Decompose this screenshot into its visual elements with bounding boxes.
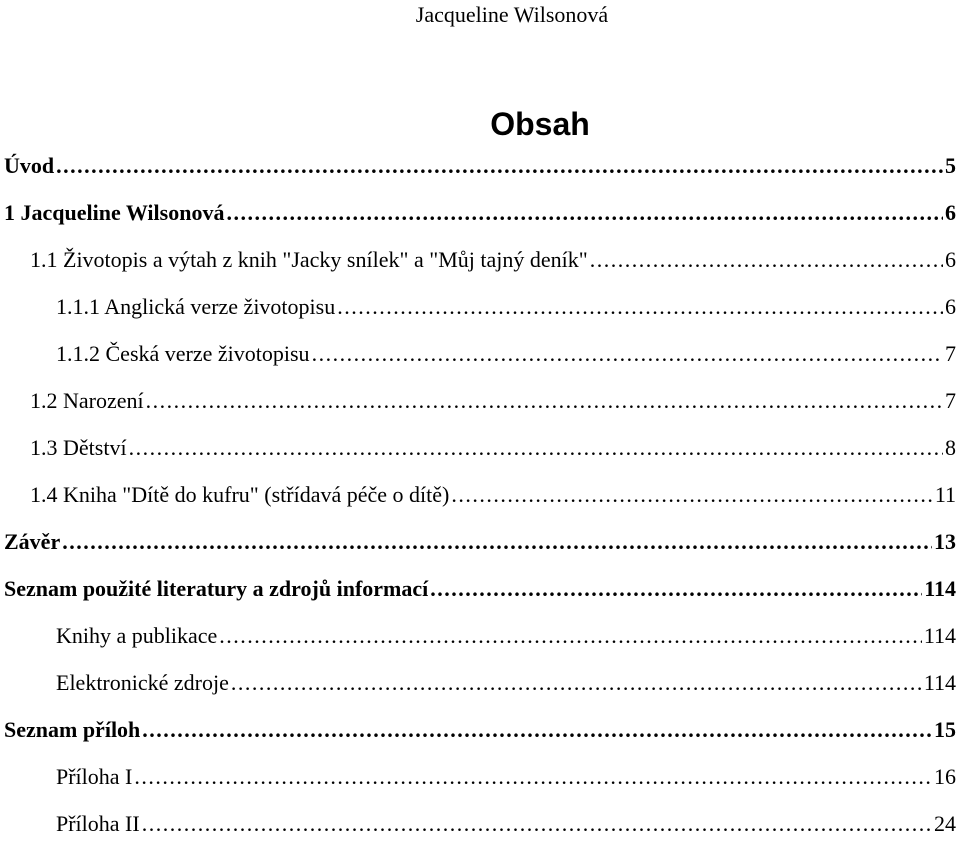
dot-leader: [451, 479, 932, 511]
dot-leader: [142, 714, 932, 746]
toc-entry-appendix-2[interactable]: [0, 808, 960, 855]
toc-entry-page: 6: [945, 247, 956, 272]
toc-entry-label: 1.3 Dětství: [30, 435, 127, 460]
toc-entry-label: Závěr: [4, 529, 61, 554]
dot-leader: [337, 291, 943, 323]
dot-leader: [590, 244, 943, 276]
toc-entry-page: 11: [934, 482, 956, 507]
dot-leader: [430, 573, 922, 605]
dot-leader: [134, 761, 932, 793]
toc-entry-section-1-1[interactable]: [0, 244, 960, 291]
running-header: Jacqueline Wilsonová: [415, 2, 609, 27]
dot-leader: [226, 197, 943, 229]
toc-entry-label: Úvod: [4, 153, 55, 178]
dot-leader: [219, 620, 922, 652]
toc-entry-label: 1.1 Životopis a výtah z knih "Jacky snílek" a "Můj tajný deník": [30, 247, 588, 272]
toc-entry-page: 13: [934, 529, 956, 554]
toc-entry-label: Příloha II: [56, 811, 140, 836]
toc-entry-page: 6: [945, 294, 956, 319]
dot-leader: [142, 808, 932, 840]
dot-leader: [146, 385, 943, 417]
toc-entry-page: 8: [945, 435, 956, 460]
toc-entry-page: 5: [945, 153, 956, 178]
toc-entry-section-1-4[interactable]: [0, 479, 960, 526]
toc-entry-page: 7: [945, 388, 956, 413]
toc-entry-page: 7: [945, 341, 956, 366]
toc-entry-label: 1 Jacqueline Wilsonová: [4, 200, 225, 225]
toc-entry-label: Knihy a publikace: [56, 623, 218, 648]
toc-entry-section-1-2[interactable]: [0, 385, 960, 432]
toc-entry-page: 15: [934, 717, 956, 742]
toc-entry-label: 1.2 Narození: [30, 388, 144, 413]
toc-entry-page: 6: [945, 200, 956, 225]
toc-entry-section-1-1-2[interactable]: [0, 338, 960, 385]
toc-entry-section-1-3[interactable]: [0, 432, 960, 479]
toc-entry-page: 16: [934, 764, 956, 789]
toc-entry-label: Elektronické zdroje: [56, 670, 229, 695]
toc-entry-uvod[interactable]: [0, 150, 960, 197]
toc-entry-page: 24: [934, 811, 956, 836]
toc-title: Obsah: [490, 106, 590, 142]
dot-leader: [56, 150, 943, 182]
dot-leader: [312, 338, 943, 370]
toc-entry-label: 1.1.1 Anglická verze životopisu: [56, 294, 336, 319]
table-of-contents: [0, 150, 960, 855]
toc-entry-appendices[interactable]: [0, 714, 960, 761]
toc-entry-electronic-sources[interactable]: [0, 667, 960, 714]
toc-entry-appendix-1[interactable]: [0, 761, 960, 808]
toc-entry-chapter-1[interactable]: [0, 197, 960, 244]
toc-entry-label: 1.1.2 Česká verze životopisu: [56, 341, 310, 366]
toc-entry-label: 1.4 Kniha "Dítě do kufru" (střídavá péče o dítě): [30, 482, 450, 507]
toc-entry-page: 114: [923, 623, 956, 648]
toc-entry-label: Seznam použité literatury a zdrojů informací: [4, 576, 429, 601]
toc-entry-label: Seznam příloh: [4, 717, 141, 742]
dot-leader: [231, 667, 922, 699]
toc-entry-literature[interactable]: [0, 573, 960, 620]
dot-leader: [62, 526, 932, 558]
toc-entry-section-1-1-1[interactable]: [0, 291, 960, 338]
dot-leader: [129, 432, 943, 464]
toc-entry-label: Příloha I: [56, 764, 133, 789]
toc-entry-page: 114: [924, 576, 956, 601]
toc-entry-books[interactable]: [0, 620, 960, 667]
toc-entry-page: 114: [923, 670, 956, 695]
toc-entry-zaver[interactable]: [0, 526, 960, 573]
